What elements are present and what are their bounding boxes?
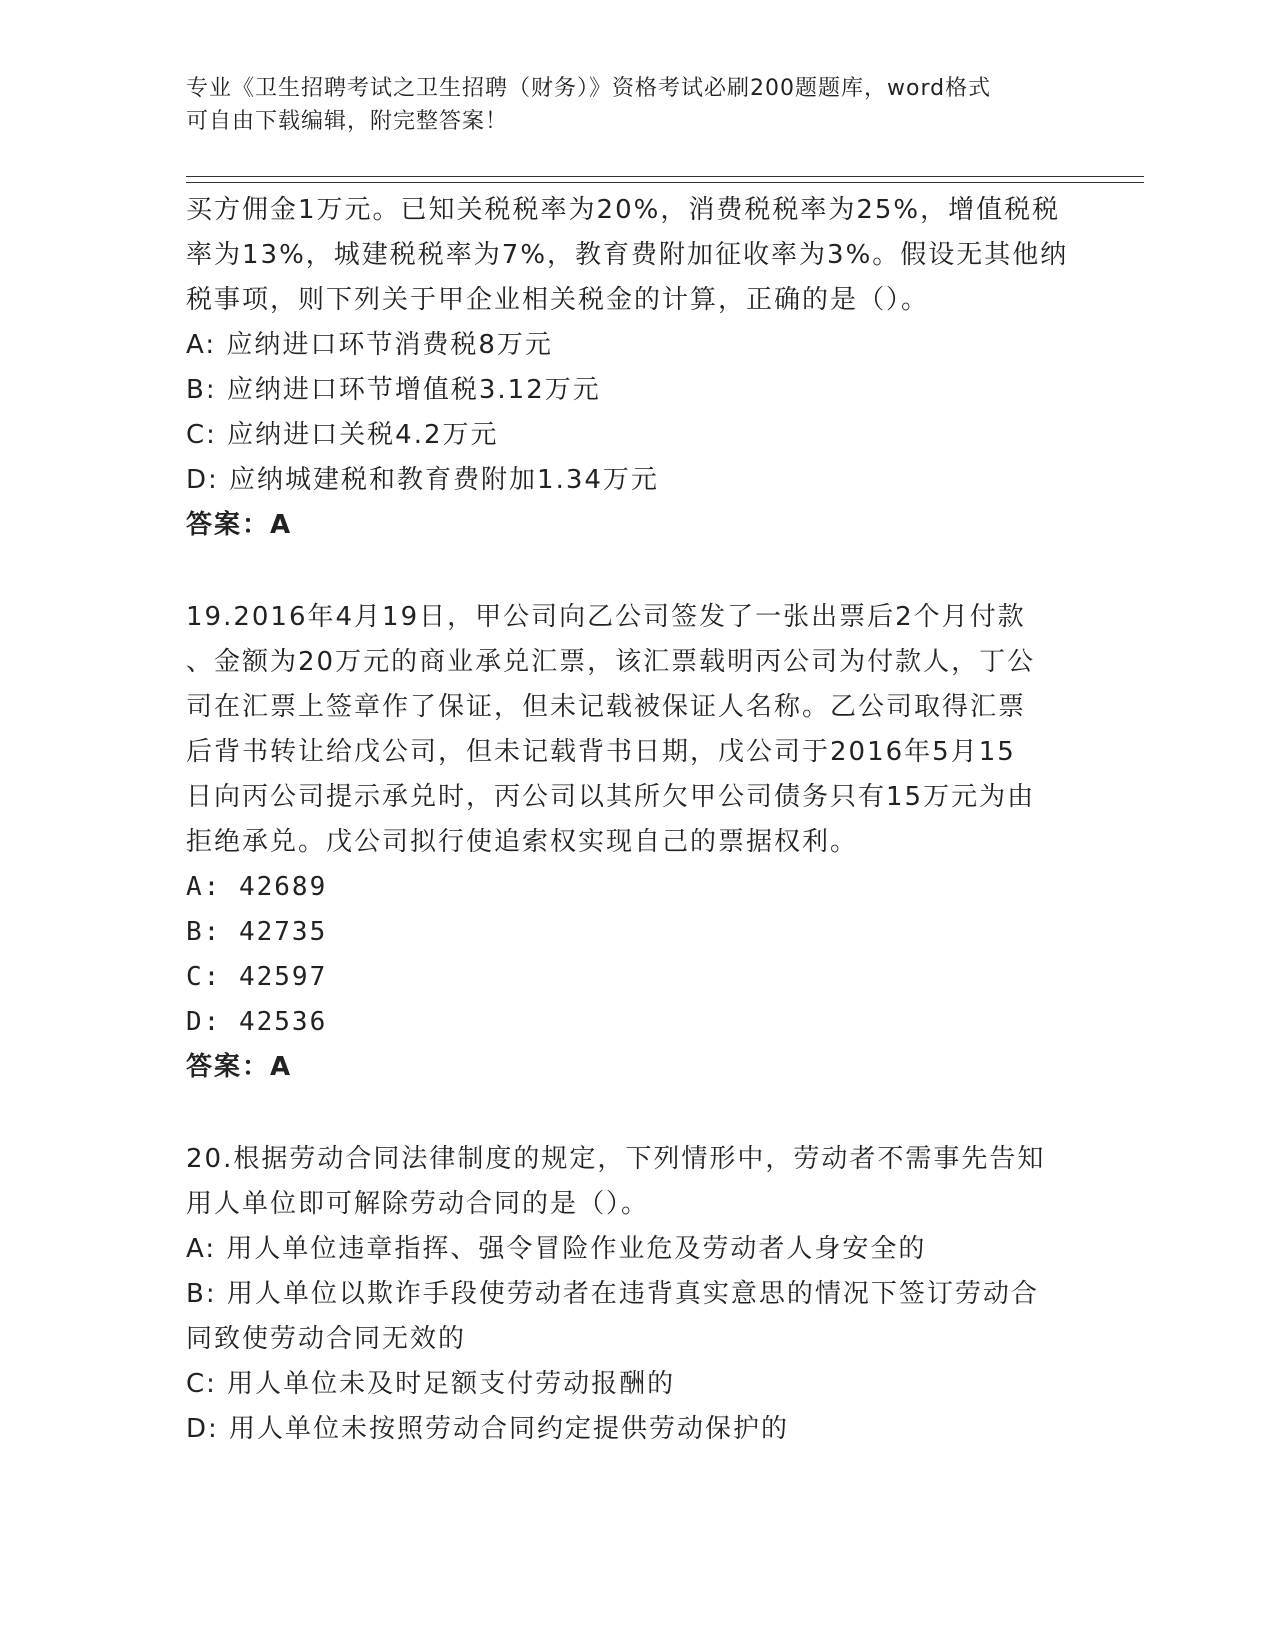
question-20-option-b-continued: 同致使劳动合同无效的	[186, 1324, 467, 1354]
question-18-option-c: C: 应纳进口关税4.2万元	[186, 420, 499, 450]
header-divider-bottom	[186, 182, 1144, 183]
question-19-text-line: 19.2016年4月19日，甲公司向乙公司签发了一张出票后2个月付款	[186, 602, 1026, 632]
question-18-answer: 答案：A	[186, 510, 293, 540]
spacer	[186, 1090, 1086, 1137]
header-divider-top	[186, 176, 1144, 177]
question-19-option-c: C: 42597	[186, 962, 328, 992]
question-18	[186, 188, 1086, 548]
question-20-text-line: 20.根据劳动合同法律制度的规定，下列情形中，劳动者不需事先告知	[186, 1144, 1046, 1174]
question-content	[186, 188, 1086, 1452]
question-19-answer: 答案：A	[186, 1052, 293, 1082]
question-20	[186, 1137, 1086, 1452]
question-20-option-c: C: 用人单位未及时足额支付劳动报酬的	[186, 1369, 676, 1399]
question-18-option-a: A: 应纳进口环节消费税8万元	[186, 330, 553, 360]
header-title-line-2: 可自由下载编辑，附完整答案！	[186, 109, 509, 134]
question-19	[186, 595, 1086, 1090]
question-18-text-line: 率为13%，城建税税率为7%，教育费附加征收率为3%。假设无其他纳	[186, 240, 1069, 270]
question-20-option-b: B: 用人单位以欺诈手段使劳动者在违背真实意思的情况下签订劳动合	[186, 1279, 1039, 1309]
header-title-line-1: 专业《卫生招聘考试之卫生招聘（财务）》资格考试必刷200题题库，word格式	[186, 76, 992, 101]
question-19-text-line: 日向丙公司提示承兑时，丙公司以其所欠甲公司债务只有15万元为由	[186, 782, 1036, 812]
question-19-option-a: A: 42689	[186, 872, 328, 902]
question-19-text-line: 、金额为20万元的商业承兑汇票，该汇票载明丙公司为付款人，丁公	[186, 647, 1036, 677]
question-20-option-d: D: 用人单位未按照劳动合同约定提供劳动保护的	[186, 1414, 790, 1444]
question-19-option-d: D: 42536	[186, 1007, 328, 1037]
question-18-option-b: B: 应纳进口环节增值税3.12万元	[186, 375, 601, 405]
question-19-option-b: B: 42735	[186, 917, 328, 947]
question-18-text-line: 税事项，则下列关于甲企业相关税金的计算，正确的是（）。	[186, 285, 930, 315]
spacer	[186, 548, 1086, 595]
document-header	[186, 72, 1066, 138]
question-18-option-d: D: 应纳城建税和教育费附加1.34万元	[186, 465, 659, 495]
question-18-text-line: 买方佣金1万元。已知关税税率为20%，消费税税率为25%，增值税税	[186, 195, 1061, 225]
question-19-text-line: 司在汇票上签章作了保证，但未记载被保证人名称。乙公司取得汇票	[186, 692, 1027, 722]
question-20-text-line: 用人单位即可解除劳动合同的是（）。	[186, 1189, 650, 1219]
question-19-text-line: 拒绝承兑。戊公司拟行使追索权实现自己的票据权利。	[186, 827, 859, 857]
question-20-option-a: A: 用人单位违章指挥、强令冒险作业危及劳动者人身安全的	[186, 1234, 927, 1264]
question-19-text-line: 后背书转让给戊公司，但未记载背书日期，戊公司于2016年5月15	[186, 737, 1016, 767]
